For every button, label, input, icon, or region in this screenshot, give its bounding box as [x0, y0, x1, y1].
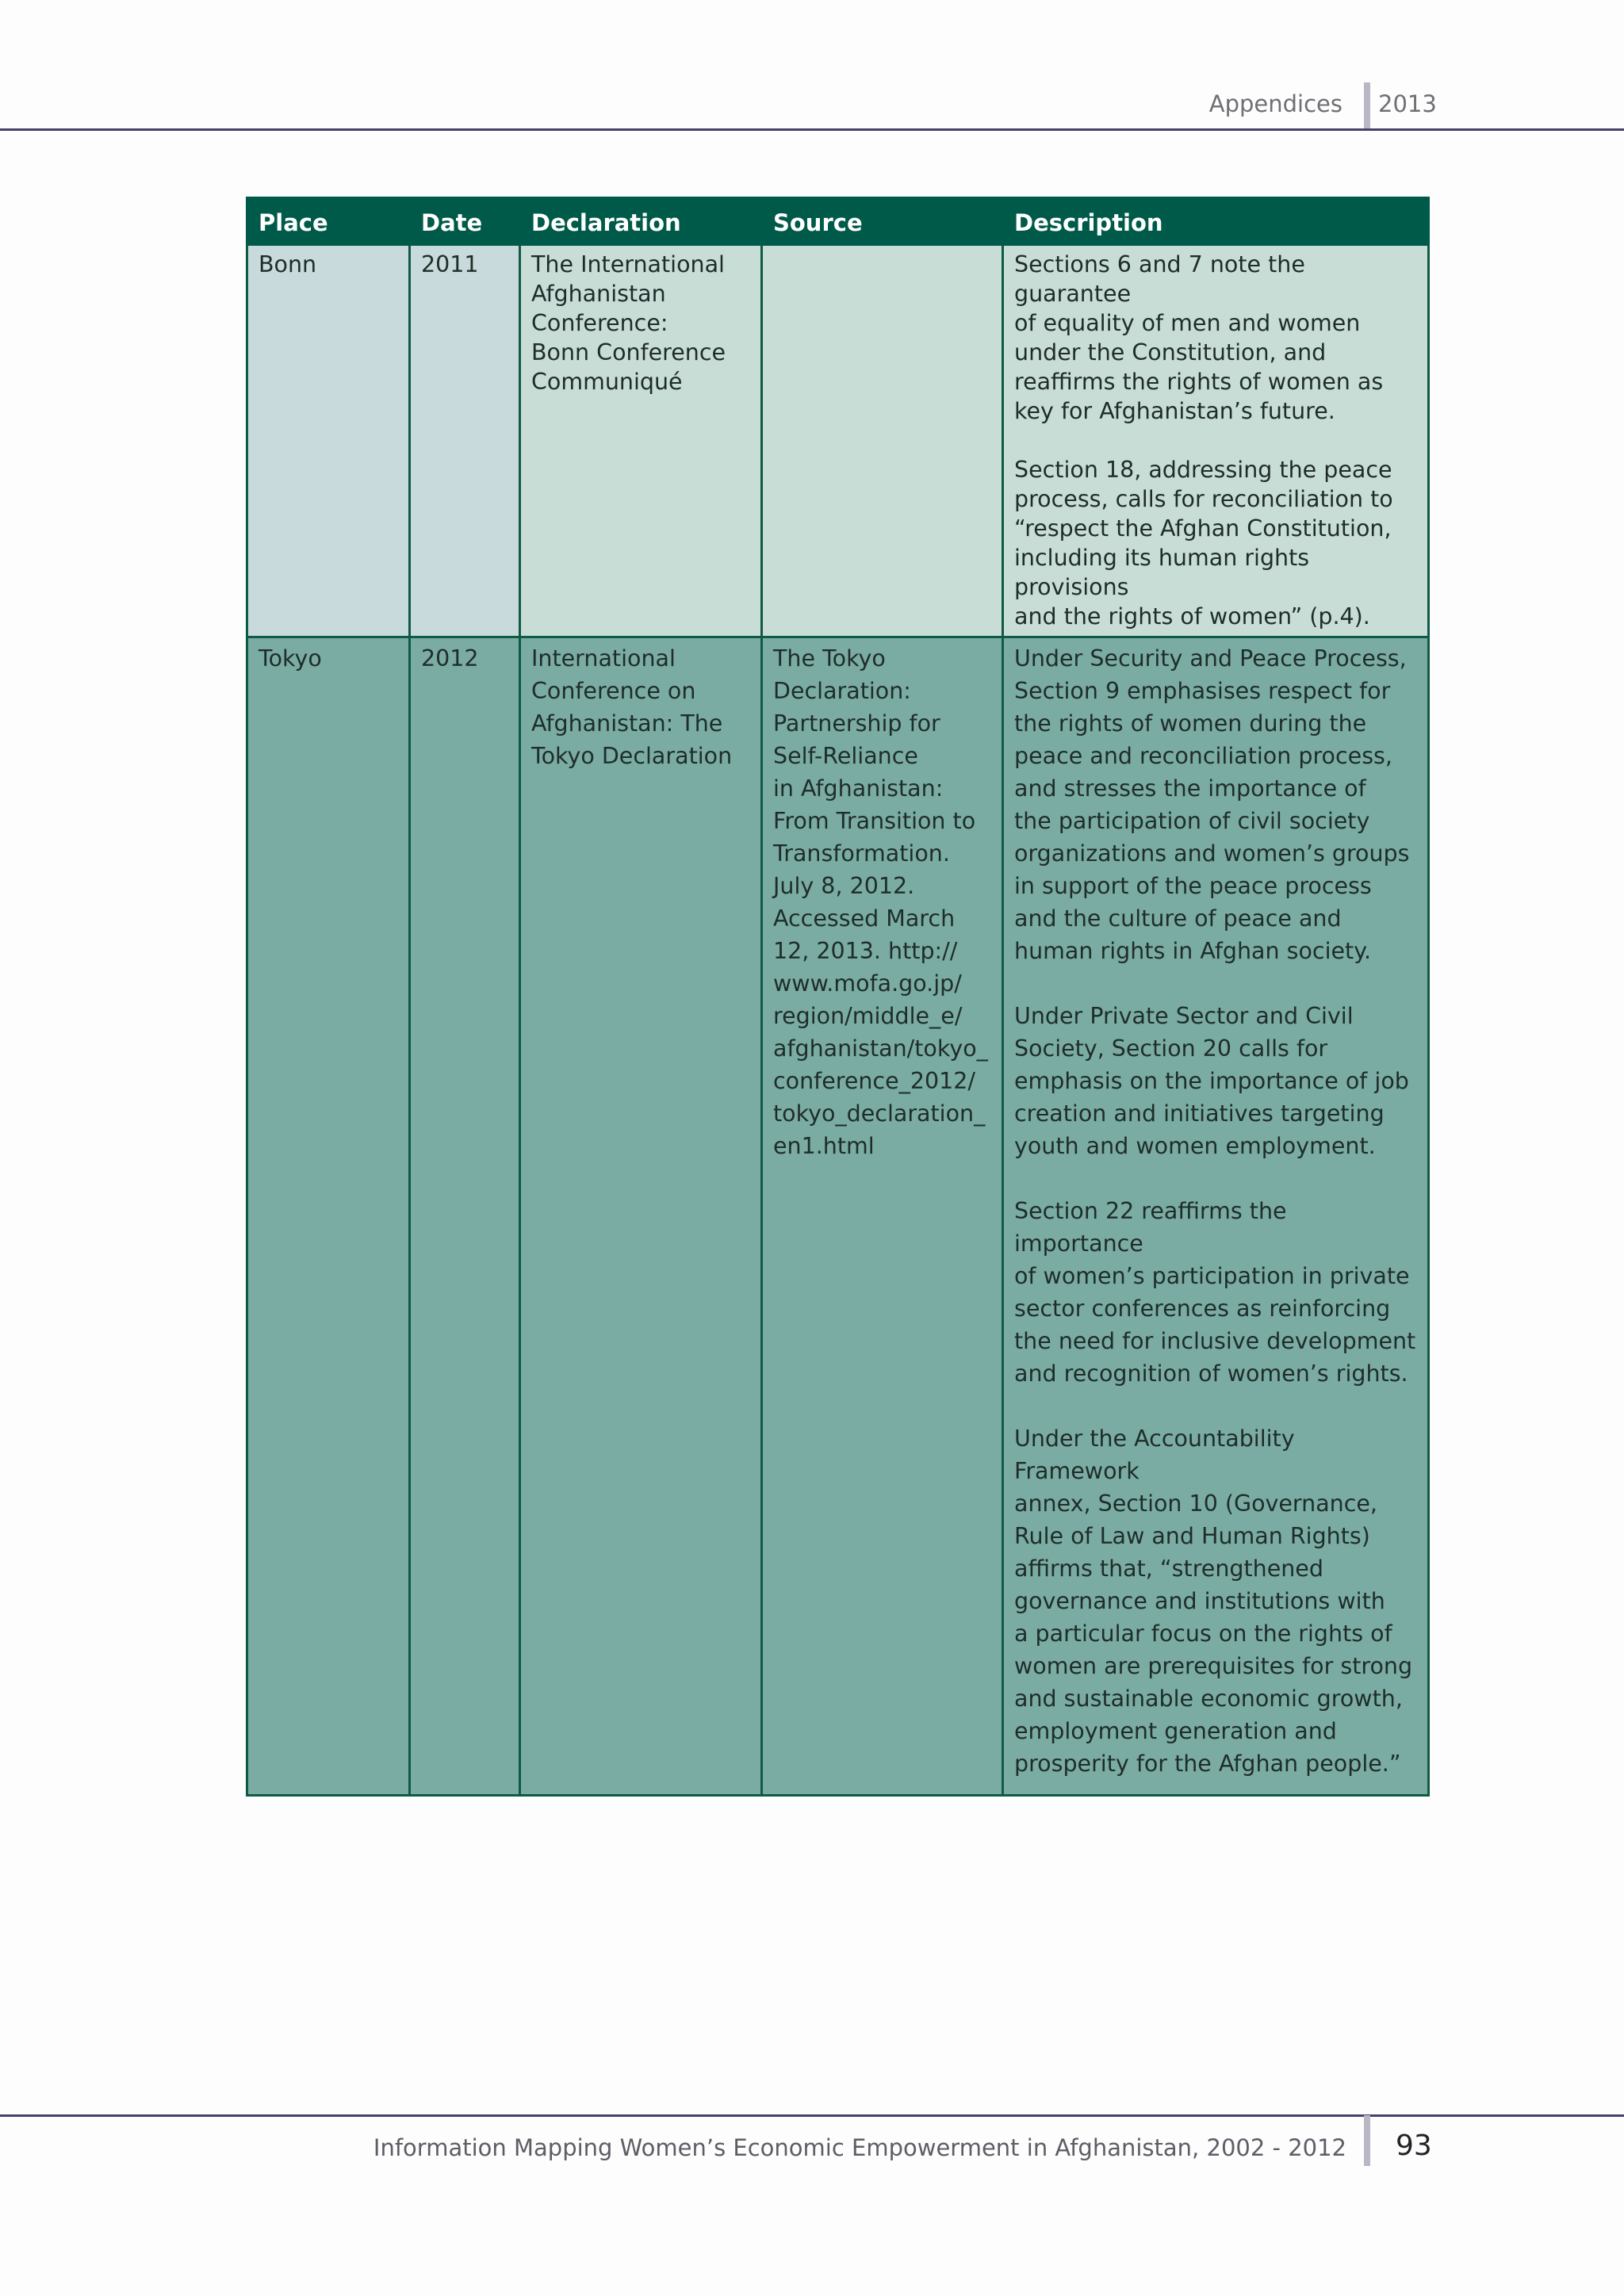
cell-date	[410, 637, 520, 1796]
description-paragraph: Section 22 reaffirms the importance of women’s participation in private sector conferences as reinforcing the need for inclusive development and recognition of women’s rights.	[1014, 1198, 1416, 1387]
cell-declaration	[520, 245, 762, 637]
date-text: 2012	[421, 645, 479, 672]
declarations-table	[246, 197, 1430, 1797]
cell-place	[247, 637, 410, 1796]
header-date: Date	[410, 198, 520, 245]
cell-description	[1003, 245, 1429, 637]
table-row	[247, 637, 1429, 1796]
header-source: Source	[762, 198, 1003, 245]
declaration-text: The International Afghanistan Conference: Bonn Conference Communiqué	[531, 251, 726, 395]
date-text: 2011	[421, 251, 479, 277]
header-rule	[0, 128, 1624, 131]
footer-rule	[0, 2114, 1624, 2117]
cell-place	[247, 245, 410, 637]
cell-date	[410, 245, 520, 637]
header-description: Description	[1003, 198, 1429, 245]
cell-source	[762, 637, 1003, 1796]
description-paragraph: Under the Accountability Framework annex, Section 10 (Governance, Rule of Law and Human Rights) affirms that, “strengthened governance and institutions with a particular focus on the rights of women are prerequisites for strong and sustainable economic growth, employment generation and prosperity for the Afghan people.”	[1014, 1425, 1413, 1777]
declarations-table-wrapper	[246, 197, 1427, 1797]
running-header-section: Appendices	[1208, 90, 1342, 117]
footer-divider	[1364, 2115, 1370, 2166]
page-number: 93	[1396, 2130, 1432, 2162]
running-header-year: 2013	[1378, 90, 1437, 117]
description-paragraph: Section 18, addressing the peace process, calls for reconciliation to “respect the Afghan Constitution, including its human rights provisions and the rights of women” (p.4).	[1014, 457, 1393, 629]
cell-declaration	[520, 637, 762, 1796]
table-header-row	[247, 198, 1429, 245]
header-declaration: Declaration	[520, 198, 762, 245]
declaration-text: International Conference on Afghanistan: The Tokyo Declaration	[531, 645, 733, 769]
place-text: Tokyo	[259, 645, 322, 672]
place-text: Bonn	[259, 251, 317, 277]
running-footer-title: Information Mapping Women’s Economic Empowerment in Afghanistan, 2002 - 2012	[373, 2134, 1346, 2161]
source-text: The Tokyo Declaration: Partnership for Self-Reliance in Afghanistan: From Transition to Transformation. July 8, 2012. Accessed March 12, 2013. http:// www.mofa.go.jp/ region/middle_e/ afghanistan/tokyo_ conference_2012/ tokyo_declaration_ en1.html	[773, 645, 988, 1159]
header-place: Place	[247, 198, 410, 245]
cell-source	[762, 245, 1003, 637]
header-divider	[1364, 82, 1370, 130]
description-paragraph: Under Security and Peace Process, Section 9 emphasises respect for the rights of women during the peace and reconciliation process, and stresses the importance of the participation of civil society organizations and women’s groups in support of the peace process and the culture of peace and human rights in Afghan society.	[1014, 645, 1410, 964]
description-paragraph: Under Private Sector and Civil Society, Section 20 calls for emphasis on the importance of job creation and initiatives targeting youth and women employment.	[1014, 1003, 1409, 1159]
cell-description	[1003, 637, 1429, 1796]
table-row	[247, 245, 1429, 637]
description-paragraph: Sections 6 and 7 note the guarantee of equality of men and women under the Constitution, and reaffirms the rights of women as key for Afghanistan’s future.	[1014, 251, 1384, 424]
